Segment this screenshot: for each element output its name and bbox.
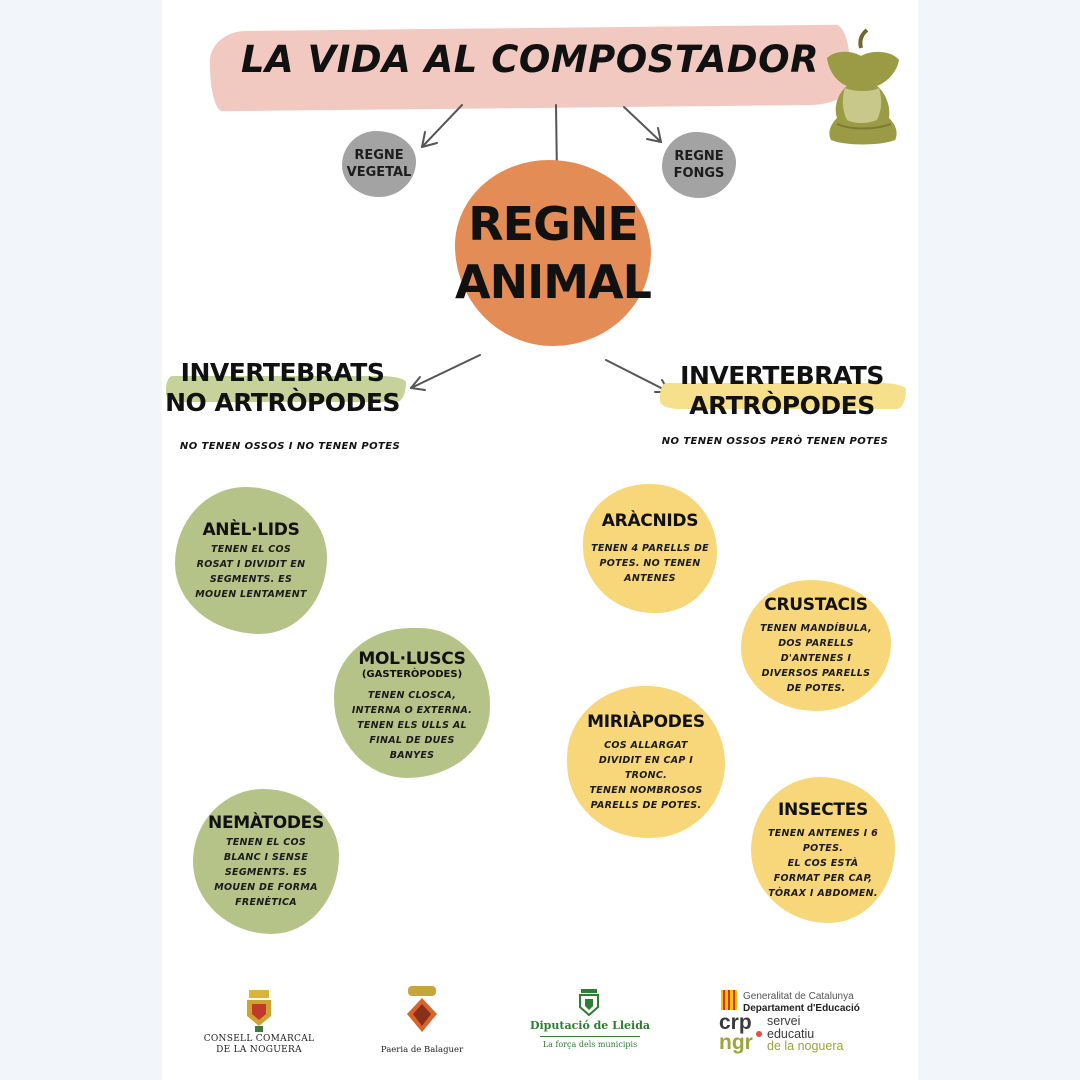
left-category-subtitle: NO TENEN OSSOS I NO TENEN POTES xyxy=(179,441,401,452)
right-category-subtitle: NO TENEN OSSOS PERÒ TENEN POTES xyxy=(661,436,889,447)
group-aracnids-title: ARÀCNIDS xyxy=(601,511,699,531)
group-insectes xyxy=(751,777,895,923)
consell-comarcal-line1: CONSELL COMARCAL xyxy=(203,1034,315,1044)
diputacio-name: Diputació de Lleida xyxy=(529,1019,651,1032)
group-crustacis-title: CRUSTACIS xyxy=(764,595,868,615)
right-category-title xyxy=(664,361,900,421)
group-molluscs-subtitle: (GASTERÒPODES) xyxy=(361,669,463,680)
kingdom-animal-line2: ANIMAL xyxy=(455,255,651,309)
diputacio-divider xyxy=(540,1036,640,1037)
crp-logo-dot xyxy=(756,1031,762,1037)
kingdom-plant-label: REGNE VEGETAL xyxy=(346,148,412,180)
group-molluscs-title: MOL·LUSCS xyxy=(358,649,466,669)
right-category-title-line1: INVERTEBRATS xyxy=(680,361,884,390)
consell-comarcal-name xyxy=(200,1034,318,1056)
group-insectes-text: TENEN ANTENES I 6 POTES. EL COS ESTÀ FORMAT PER CAP, TÒRAX I ABDOMEN. xyxy=(767,827,879,899)
group-miriapodes-text: COS ALLARGAT DIVIDIT EN CAP I TRONC. TENEN NOMBROSOS PARELLS DE POTES. xyxy=(589,739,703,811)
left-category-title xyxy=(165,358,400,418)
servei-line2: educatiu xyxy=(767,1026,815,1041)
diputacio-crest-icon xyxy=(578,989,600,1017)
servei-line3: de la noguera xyxy=(767,1039,844,1053)
group-molluscs-text: TENEN CLOSCA, INTERNA O EXTERNA. TENEN ELS ULLS AL FINAL DE DUES BANYES xyxy=(351,690,473,761)
consell-comarcal-line2: DE LA NOGUERA xyxy=(216,1045,302,1055)
left-category-title-line2: NO ARTRÒPODES xyxy=(165,388,400,417)
kingdom-fungi-label: REGNE FONGS xyxy=(673,149,725,181)
group-molluscs xyxy=(334,628,490,778)
kingdom-animal xyxy=(455,160,651,346)
paeria-name: Paeria de Balaguer xyxy=(380,1045,464,1055)
group-nematodes xyxy=(193,789,339,934)
group-miriapodes-title: MIRIÀPODES xyxy=(587,711,705,732)
crp-logo xyxy=(719,1013,753,1053)
paeria-crest-icon xyxy=(405,986,439,1044)
diputacio-tagline: La força dels municipis xyxy=(542,1040,638,1049)
generalitat-name: Generalitat de Catalunya xyxy=(743,991,854,1002)
group-insectes-title: INSECTES xyxy=(778,799,868,820)
group-crustacis-text: TENEN MANDÍBULA, DOS PARELLS D'ANTENES I DIVERSOS PARELLS DE POTES. xyxy=(760,623,872,694)
servei-line1: servei xyxy=(767,1014,801,1028)
group-crustacis xyxy=(741,580,891,711)
poster-title: LA VIDA AL COMPOSTADOR xyxy=(240,38,820,81)
crp-logo-line2: ngr xyxy=(719,1031,753,1054)
generalitat-flag-icon xyxy=(721,990,737,1010)
group-anelids xyxy=(175,487,327,634)
group-miriapodes xyxy=(567,686,725,838)
group-nematodes-text: TENEN EL COS BLANC I SENSE SEGMENTS. ES MOUEN DE FORMA FRENÈTICA xyxy=(214,837,318,908)
right-category-title-line2: ARTRÒPODES xyxy=(689,391,875,420)
departament-name: Departament d'Educació xyxy=(743,1003,860,1014)
consell-comarcal-crest-icon xyxy=(243,990,275,1034)
left-category-title-line1: INVERTEBRATS xyxy=(180,358,385,387)
group-nematodes-title: NEMÀTODES xyxy=(208,813,324,833)
group-anelids-text: TENEN EL COS ROSAT I DIVIDIT EN SEGMENTS. ES MOUEN LENTAMENT xyxy=(195,543,307,600)
group-aracnids-text: TENEN 4 PARELLS DE POTES. NO TENEN ANTENES xyxy=(591,543,709,584)
servei-educatiu-logo xyxy=(767,1015,843,1053)
kingdom-animal-line1: REGNE xyxy=(468,197,638,251)
group-anelids-title: ANÈL·LIDS xyxy=(202,519,300,540)
crp-logo-line1: crp xyxy=(719,1011,752,1034)
group-aracnids xyxy=(583,484,717,613)
